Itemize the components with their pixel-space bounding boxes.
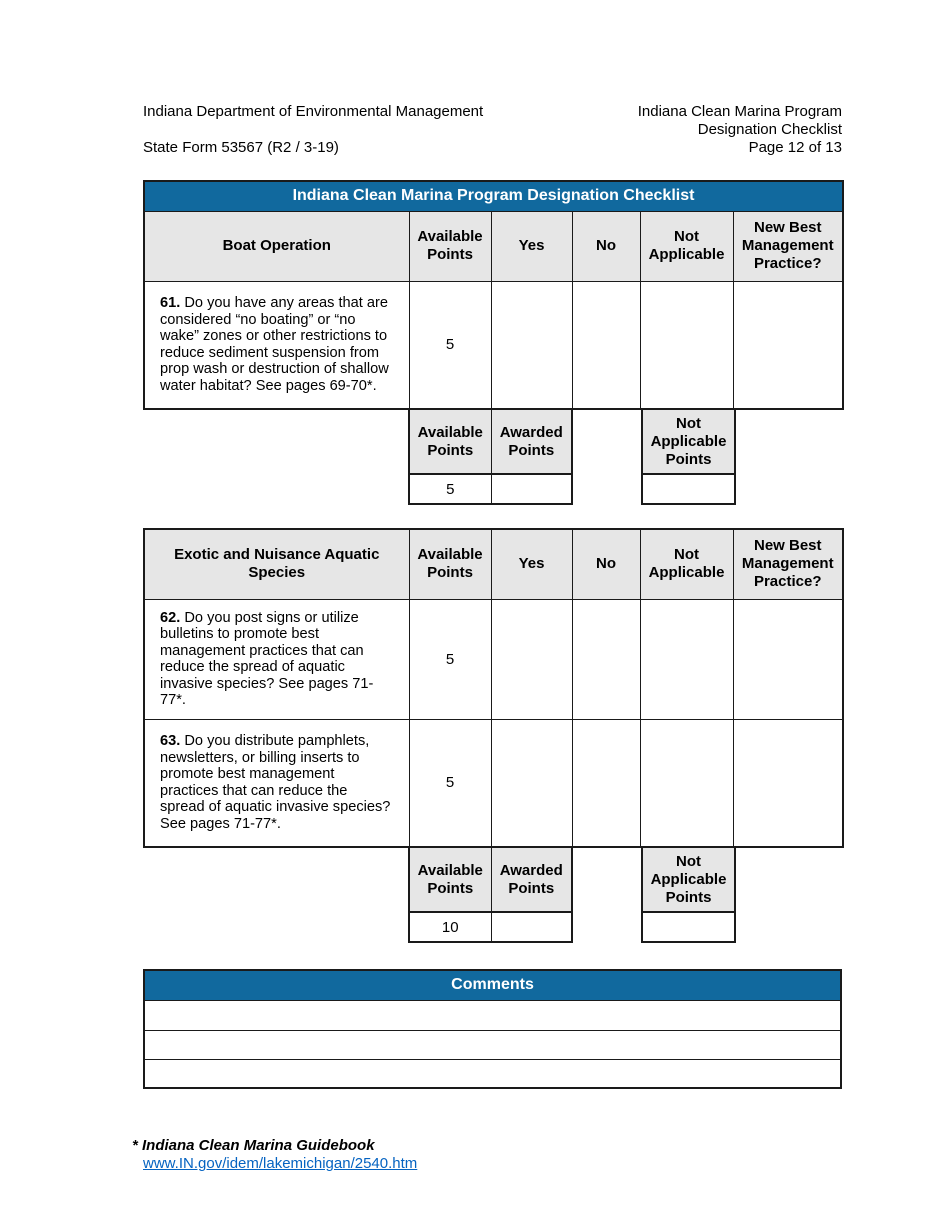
summary-awarded-points-value[interactable] <box>491 474 572 504</box>
question-62-new-bmp-cell[interactable] <box>733 599 843 719</box>
guidebook-link[interactable]: www.IN.gov/idem/lakemichigan/2540.htm <box>143 1155 418 1172</box>
comments-table <box>143 969 842 1089</box>
document-subtitle: Designation Checklist <box>697 121 842 138</box>
page-number: Page 12 of 13 <box>748 139 842 156</box>
column-header-new-bmp: New Best Management Practice? <box>733 529 843 599</box>
question-63-cell <box>144 719 409 847</box>
question-62-yes-cell[interactable] <box>491 599 572 719</box>
summary-awarded-points-label: Awarded Points <box>491 848 572 912</box>
question-63-text: Do you distribute pamphlets, newsletters, or billing inserts to promote best management practices that can reduce the spread of aquatic invasive species? See pages 71-77*. <box>160 733 391 832</box>
points-summary-box <box>408 410 573 505</box>
question-63-number: 63. <box>160 733 181 750</box>
summary-available-points-label: Available Points <box>409 410 491 474</box>
column-header-yes: Yes <box>491 529 572 599</box>
question-61-cell <box>144 281 409 409</box>
summary-available-points-value: 10 <box>409 912 491 942</box>
document-footer <box>132 1137 842 1172</box>
aquatic-species-summary <box>143 848 842 943</box>
boat-operation-summary <box>143 410 842 505</box>
program-name: Indiana Clean Marina Program <box>637 103 842 120</box>
comments-row-1[interactable] <box>144 1000 841 1030</box>
question-61-number: 61. <box>160 295 181 312</box>
summary-na-points-value[interactable] <box>642 474 735 504</box>
summary-na-points-label: Not Applicable Points <box>642 410 735 474</box>
question-62-number: 62. <box>160 609 181 626</box>
page-content <box>132 0 842 1172</box>
column-header-available-points: Available Points <box>409 529 491 599</box>
comments-title-bar: Comments <box>144 970 841 1000</box>
question-63-not-applicable-cell[interactable] <box>640 719 733 847</box>
question-61-no-cell[interactable] <box>572 281 640 409</box>
question-61-text: Do you have any areas that are considered “no boating” or “no wake” zones or other restrictions to reduce sediment suspension from prop wash or destruction of shallow water habitat? See pages 69-70*. <box>160 295 389 394</box>
question-61-yes-cell[interactable] <box>491 281 572 409</box>
question-61-new-bmp-cell[interactable] <box>733 281 843 409</box>
question-61-not-applicable-cell[interactable] <box>640 281 733 409</box>
column-header-yes: Yes <box>491 211 572 281</box>
guidebook-footnote: * Indiana Clean Marina Guidebook <box>132 1137 375 1154</box>
question-63-no-cell[interactable] <box>572 719 640 847</box>
question-62-not-applicable-cell[interactable] <box>640 599 733 719</box>
summary-available-points-value: 5 <box>409 474 491 504</box>
table-title-bar: Indiana Clean Marina Program Designation Checklist <box>144 181 843 211</box>
comments-row-2[interactable] <box>144 1030 841 1059</box>
comments-row-3[interactable] <box>144 1059 841 1088</box>
question-61-available-points: 5 <box>409 281 491 409</box>
question-63-available-points: 5 <box>409 719 491 847</box>
boat-operation-table <box>143 180 844 410</box>
summary-na-points-value[interactable] <box>642 912 735 942</box>
column-header-no: No <box>572 529 640 599</box>
question-63-new-bmp-cell[interactable] <box>733 719 843 847</box>
column-header-section: Exotic and Nuisance Aquatic Species <box>144 529 409 599</box>
summary-available-points-label: Available Points <box>409 848 491 912</box>
header-right <box>638 103 842 157</box>
points-summary-box <box>408 848 573 943</box>
column-header-not-applicable: Not Applicable <box>640 211 733 281</box>
column-header-section: Boat Operation <box>144 211 409 281</box>
column-header-not-applicable: Not Applicable <box>640 529 733 599</box>
header-left <box>143 103 483 157</box>
agency-name: Indiana Department of Environmental Management <box>143 103 484 120</box>
question-63-yes-cell[interactable] <box>491 719 572 847</box>
not-applicable-points-box <box>641 410 736 505</box>
question-62-available-points: 5 <box>409 599 491 719</box>
column-header-new-bmp: New Best Management Practice? <box>733 211 843 281</box>
summary-awarded-points-label: Awarded Points <box>491 410 572 474</box>
not-applicable-points-box <box>641 848 736 943</box>
column-header-no: No <box>572 211 640 281</box>
question-62-no-cell[interactable] <box>572 599 640 719</box>
document-header <box>143 103 842 157</box>
question-62-cell <box>144 599 409 719</box>
summary-awarded-points-value[interactable] <box>491 912 572 942</box>
form-number: State Form 53567 (R2 / 3-19) <box>143 139 339 156</box>
column-header-available-points: Available Points <box>409 211 491 281</box>
question-62-text: Do you post signs or utilize bulletins to promote best management practices that can reduce the spread of aquatic invasive species? See pages 71-77*. <box>160 609 374 708</box>
summary-na-points-label: Not Applicable Points <box>642 848 735 912</box>
aquatic-species-table <box>143 528 844 848</box>
